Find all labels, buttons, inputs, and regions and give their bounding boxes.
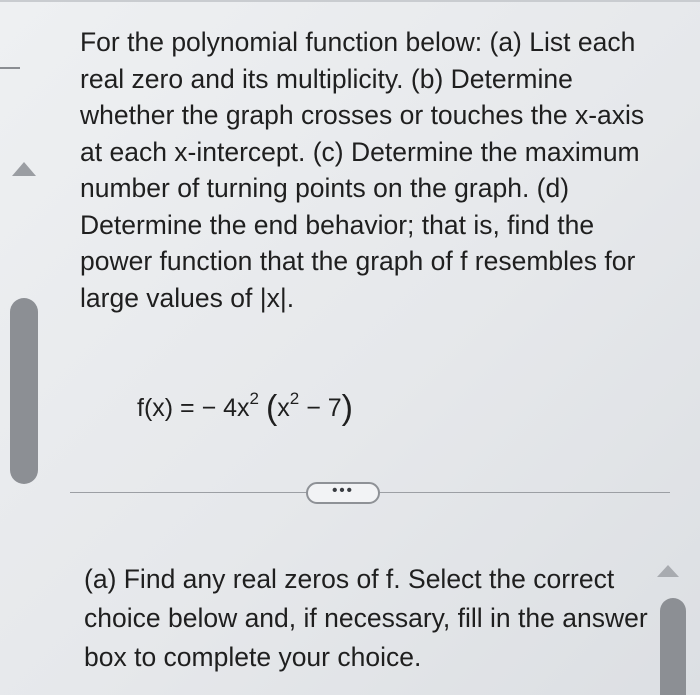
part-a-instructions	[84, 560, 659, 677]
left-edge-tick	[0, 67, 20, 69]
formula-lhs: f(x) = − 4x	[137, 394, 250, 422]
question-text	[80, 24, 655, 316]
formula-exponent-2: 2	[289, 389, 300, 408]
left-scrollbar-thumb[interactable]	[10, 298, 38, 484]
part-a-text: (a) Find any real zeros of f. Select the correct choice below and, if necessary, fill in the answer box to complete your choice.	[84, 564, 648, 672]
formula-open-paren: (	[265, 389, 278, 427]
right-scroll-up-arrow-icon[interactable]	[657, 565, 679, 577]
expand-more-button[interactable]: •••	[306, 482, 380, 504]
top-border	[0, 0, 700, 2]
question-prompt: For the polynomial function below: (a) List each real zero and its multiplicity. (b) Determine whether the graph crosses or touches the x-axis at each x-intercept. (c) Determine the maximum number of turning points on the graph. (d) Determine the end behavior; that is, find the power function that the graph of f resembles for large values of |x|.	[80, 27, 645, 313]
polynomial-formula	[137, 390, 353, 426]
formula-inner-rest: − 7	[299, 394, 342, 422]
formula-exponent-1: 2	[249, 389, 260, 408]
formula-close-paren: )	[341, 389, 353, 427]
formula-inner-x: x	[277, 394, 290, 422]
right-scrollbar-thumb[interactable]	[660, 598, 686, 695]
left-scroll-up-arrow-icon[interactable]	[12, 162, 36, 176]
